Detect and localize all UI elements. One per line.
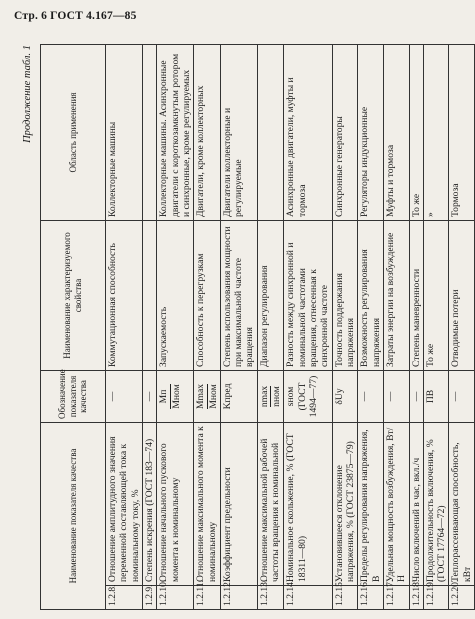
row-indicator-name: Теплорассеивающая способность, кВт [449,422,475,585]
row-number: 1.2.13. [257,586,284,610]
row-property: Диапазон регулирования [257,220,284,370]
row-application-area: Коллекторные машины [106,44,143,220]
row-indicator-name: Пределы регулирования напряжения, В [358,422,384,585]
row-indicator-name: Отношение максимальной рабочей частоты вращения к номинальной [257,422,284,585]
row-property: Отводимые потери [449,220,475,370]
row-application-area [142,44,156,220]
row-designation: ПВ [423,370,449,422]
row-indicator-name: Коэффициент предельности [220,422,257,585]
row-indicator-name: Отношение амплитудного значения переменной составляющей тока к номинальному току, % [106,422,143,585]
row-application-area: То же [409,44,423,220]
page-header: Стр. 6 ГОСТ 4.167—85 [14,10,137,22]
table-row [383,44,409,609]
table-row [157,44,194,609]
row-number: 1.2.11. [194,586,221,610]
table-row [284,44,332,609]
row-property [142,220,156,370]
fraction-denominator: Mном [207,384,219,409]
table-row [423,44,449,609]
row-indicator-name: Удельная мощность возбуждения, Вт/Н [383,422,409,585]
column-header-property: Наименование характеризуемого свойства [41,220,106,370]
row-property: Затраты энергии на возбуждение [383,220,409,370]
row-property: Запускаемость [157,220,194,370]
row-designation: — [142,370,156,422]
column-header-name: Наименование показателя качества [41,422,106,609]
row-indicator-name: Степень искрения (ГОСТ 183—74) [142,422,156,585]
row-application-area: Двигатели, кроме коллекторных [194,44,221,220]
row-indicator-name: Номинальное скольжение, % (ГОСТ 18311—80) [284,422,332,585]
continuation-label: Продолжение табл. 1 [22,45,33,143]
row-property: Степень использования мощности при максимальной частоте вращения [220,220,257,370]
row-indicator-name: Число включений в час, вкл./ч [409,422,423,585]
table-header-row [41,44,106,609]
row-number: 1.2.8. [106,586,143,610]
row-number: 1.2.20. [449,586,475,610]
row-designation: — [358,370,384,422]
table-row [257,44,284,609]
designation-fraction [259,386,283,407]
designation-fraction [195,384,219,409]
row-application-area: Регуляторы индукционные [358,44,384,220]
fraction-numerator: Mmax [195,383,207,410]
row-designation: — [449,370,475,422]
row-application-area [257,44,284,220]
row-number: 1.2.16. [358,586,384,610]
row-application-area: Муфты и тормоза [383,44,409,220]
row-designation: δUу [332,370,358,422]
column-header-area: Область применения [41,44,106,220]
row-property: Коммутационная способность [106,220,143,370]
row-application-area: Асинхронные двигатели, муфты и тормоза [284,44,332,220]
quality-table-wrap [40,45,473,610]
row-application-area: Двигатели коллекторные и регулируемые [220,44,257,220]
row-designation: — [383,370,409,422]
row-number: 1.2.18. [409,586,423,610]
row-number: 1.2.9. [142,586,156,610]
table-row [409,44,423,609]
fraction-denominator: nном [271,386,283,407]
quality-indicators-table [40,44,475,610]
designation-fraction [158,384,182,408]
row-indicator-name: Отношение максимального момента к номинальному [194,422,221,585]
table-row [449,44,475,609]
row-application-area: Коллекторные машины. Асинхронные двигатели с короткозамкнутым ротором и синхронные, кроме регулируемых [157,44,194,220]
column-header-designation: Обозначение показателя качества [41,370,106,422]
row-indicator-name: Установившееся отклонение напряжения, % (ГОСТ 23875—79) [332,422,358,585]
row-indicator-name: Отношение начального пускового момента к номинальному [157,422,194,585]
row-designation: — [106,370,143,422]
table-row [106,44,143,609]
row-designation [157,370,194,422]
row-indicator-name: Продолжительность включения, % (ГОСТ 17764—72) [423,422,449,585]
row-property: Точность поддержания напряжения [332,220,358,370]
row-application-area: Тормоза [449,44,475,220]
fraction-denominator: Mном [170,384,182,409]
row-property: То же [423,220,449,370]
fraction-numerator: nmax [258,385,270,408]
row-property: Разность между синхронной и номинальной частотами вращения, отнесенная к синхронной частоте [284,220,332,370]
row-number: 1.2.10. [157,586,194,610]
row-application-area: » [423,44,449,220]
row-designation [257,370,284,422]
row-number: 1.2.12. [220,586,257,610]
row-number: 1.2.17. [383,586,409,610]
table-row [220,44,257,609]
row-number: 1.2.15. [332,586,358,610]
row-number: 1.2.14. [284,586,332,610]
row-designation: Kпред [220,370,257,422]
row-designation: — [409,370,423,422]
table-row [194,44,221,609]
row-number: 1.2.19. [423,586,449,610]
table-row [332,44,358,609]
row-property: Степень маневренности [409,220,423,370]
fraction-numerator: Mп [158,389,170,404]
row-application-area: Синхронные генераторы [332,44,358,220]
row-designation [194,370,221,422]
row-property: Возможность регулирования напряжения [358,220,384,370]
rotated-table-area [22,45,473,610]
row-designation: sном (ГОСТ 1494—77) [284,370,332,422]
table-row [358,44,384,609]
table-row [142,44,156,609]
row-property: Способность к перегрузкам [194,220,221,370]
